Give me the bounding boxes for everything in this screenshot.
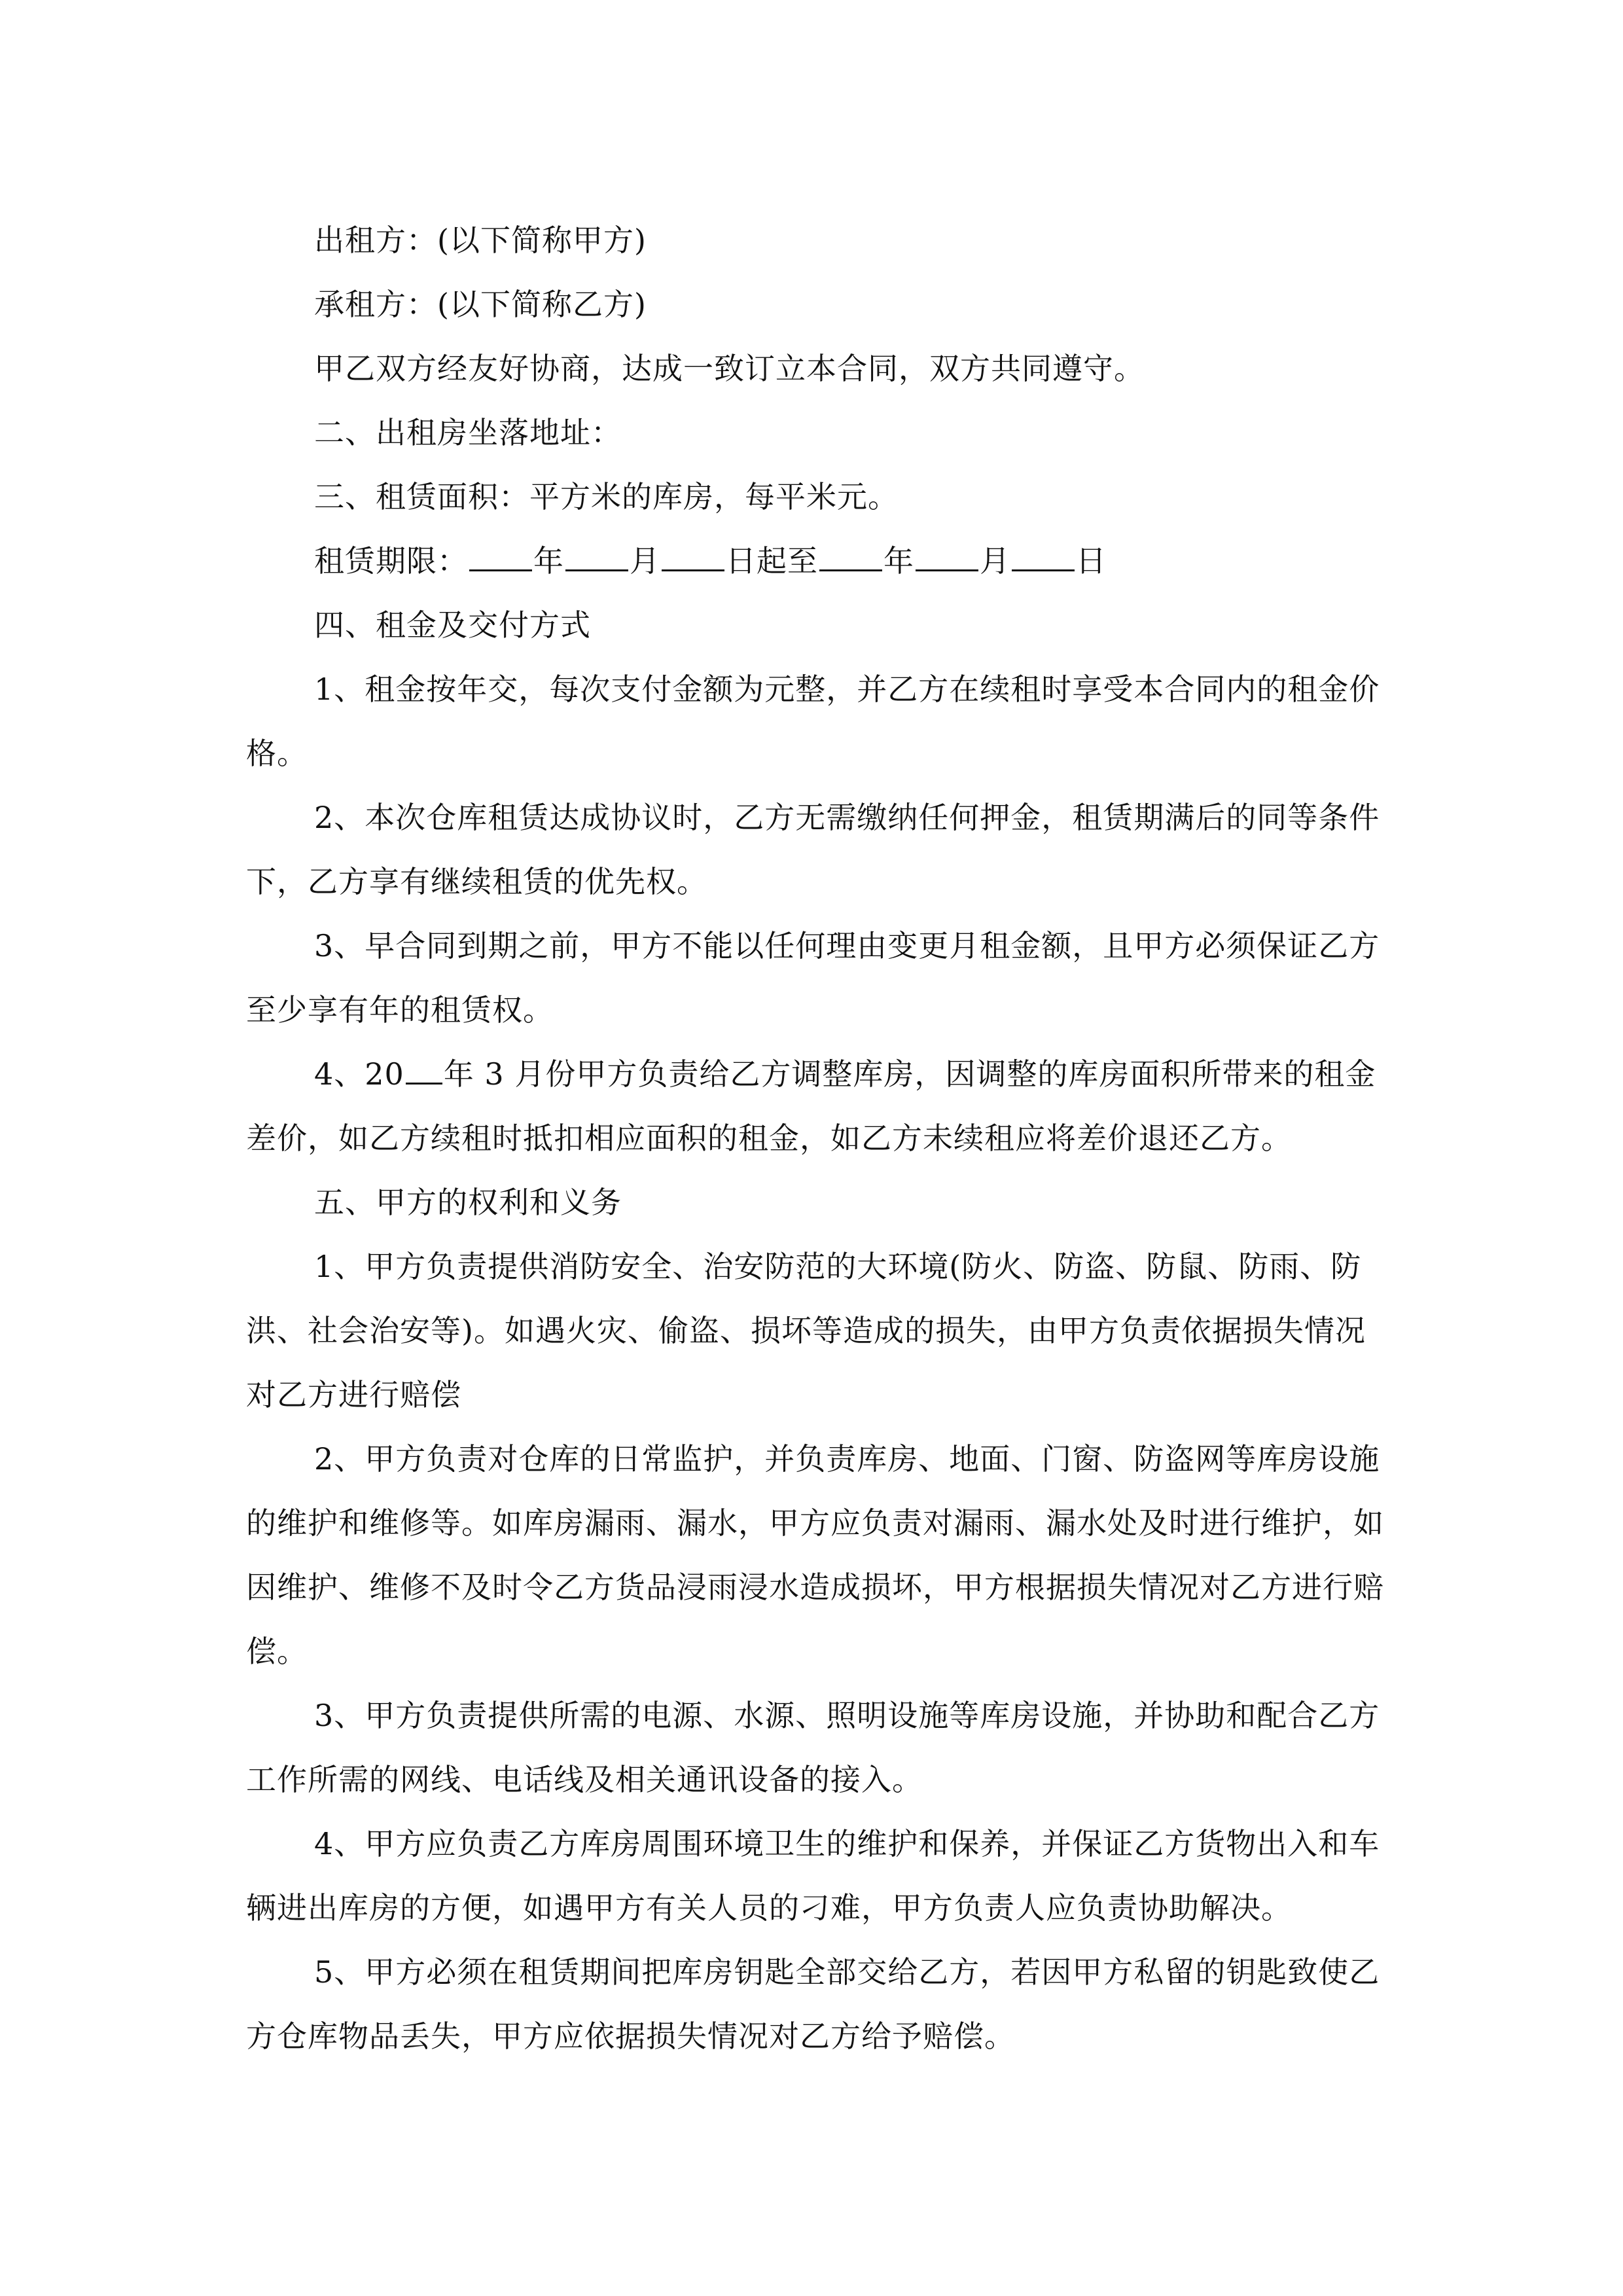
- section-5-item-5: 5、甲方必须在租赁期间把库房钥匙全部交给乙方，若因甲方私留的钥匙致使乙方仓库物品丢失，甲方应依据损失情况对乙方给予赔偿。: [246, 1954, 1380, 2054]
- lease-term-label: 租赁期限：: [314, 543, 468, 579]
- blank-day-end: [1012, 543, 1075, 571]
- section-5-item-1: 1、甲方负责提供消防安全、治安防范的大环境(防火、防盗、防鼠、防雨、防洪、社会治安等)。如遇火灾、偷盗、损坏等造成的损失，由甲方负责依据损失情况对乙方进行赔偿: [246, 1249, 1366, 1412]
- lessee-line: 承租方：(以下简称乙方): [314, 287, 647, 322]
- section-4-item-3: 3、早合同到期之前，甲方不能以任何理由变更月租金额，且甲方必须保证乙方至少享有年的租赁权。: [246, 928, 1380, 1028]
- blank-day-start: [662, 543, 724, 571]
- term-day-2: 日: [1076, 543, 1107, 579]
- blank-year-end: [819, 543, 882, 571]
- section-5-item-3: 3、甲方负责提供所需的电源、水源、照明设施等库房设施，并协助和配合乙方工作所需的网线、电话线及相关通讯设备的接入。: [246, 1698, 1380, 1797]
- blank-year-20: [406, 1056, 442, 1085]
- term-day-from: 日起至: [726, 543, 818, 579]
- section-5-item-2: 2、甲方负责对仓库的日常监护，并负责库房、地面、门窗、防盗网等库房设施的维护和维修等。如库房漏雨、漏水，甲方应负责对漏雨、漏水处及时进行维护，如因维护、维修不及时令乙方货品浸雨浸水造成损坏，甲方根据损失情况对乙方进行赔偿。: [246, 1441, 1384, 1669]
- section-4-item-1: 1、租金按年交，每次支付金额为元整，并乙方在续租时享受本合同内的租金价格。: [246, 672, 1380, 771]
- term-month-1: 月: [630, 543, 660, 579]
- section-5-heading: 五、甲方的权利和义务: [314, 1185, 622, 1220]
- blank-month-start: [565, 543, 628, 571]
- lease-term-line: [246, 529, 1385, 593]
- term-year-2: 年: [883, 543, 914, 579]
- section-4-item-2: 2、本次仓库租赁达成协议时，乙方无需缴纳任何押金，租赁期满后的同等条件下，乙方享有继续租赁的优先权。: [246, 800, 1380, 899]
- agreement-intro: 甲乙双方经友好协商，达成一致订立本合同，双方共同遵守。: [314, 351, 1145, 386]
- term-month-2: 月: [980, 543, 1010, 579]
- section-2-address: 二、出租房坐落地址：: [314, 415, 622, 450]
- item-4-prefix: 4、20: [314, 1056, 404, 1092]
- lessor-line: 出租方：(以下简称甲方): [314, 223, 647, 258]
- section-4-heading: 四、租金及交付方式: [314, 607, 591, 643]
- item-4-text: 年 3 月份甲方负责给乙方调整库房，因调整的库房面积所带来的租金差价，如乙方续租时抵扣相应面积的租金，如乙方未续租应将差价退还乙方。: [246, 1056, 1376, 1156]
- section-5-item-4: 4、甲方应负责乙方库房周围环境卫生的维护和保养，并保证乙方货物出入和车辆进出库房的方便，如遇甲方有关人员的刁难，甲方负责人应负责协助解决。: [246, 1826, 1380, 1926]
- section-4-item-4: [246, 1042, 1385, 1170]
- blank-month-end: [916, 543, 978, 571]
- blank-year-start: [469, 543, 532, 571]
- term-year-1: 年: [533, 543, 564, 579]
- section-3-area: 三、租赁面积：平方米的库房，每平米元。: [314, 479, 899, 514]
- contract-body: [246, 208, 1385, 2068]
